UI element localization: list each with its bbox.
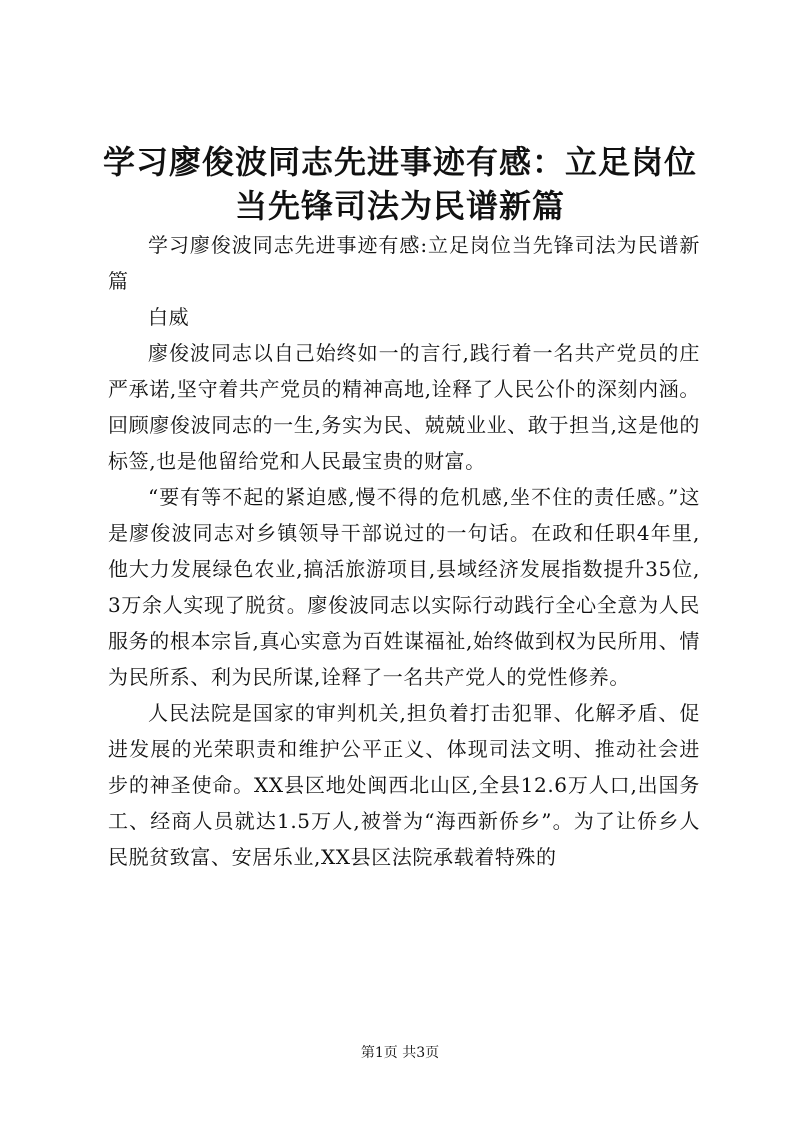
body-paragraph: 廖俊波同志以自己始终如一的言行,践行着一名共产党员的庄严承诺,坚守着共产党员的精神高地,诠释了人民公仆的深刻内涵。回顾廖俊波同志的一生,务实为民、兢兢业业、敢于担当,这是他的标签,也是他留给党和人民最宝贵的财富。: [108, 341, 700, 473]
body-paragraph: 人民法院是国家的审判机关,担负着打击犯罪、化解矛盾、促进发展的光荣职责和维护公平正义、体现司法文明、推动社会进步的神圣使命。XX县区地处闽西北山区,全县12.6万人口,出国务工、经商人员就达1.5万人,被誉为“海西新侨乡”。为了让侨乡人民脱贫致富、安居乐业,XX县区法院承载着特殊的: [108, 701, 700, 869]
document-title: 学习廖俊波同志先进事迹有感：立足岗位当先锋司法为民谱新篇: [102, 143, 697, 225]
body-paragraph: “要有等不起的紧迫感,慢不得的危机感,坐不住的责任感。”这是廖俊波同志对乡镇领导干部说过的一句话。在政和任职4年里,他大力发展绿色农业,搞活旅游项目,县域经济发展指数提升35位,3万余人实现了脱贫。廖俊波同志以实际行动践行全心全意为人民服务的根本宗旨,真心实意为百姓谋福祉,始终做到权为民所用、情为民所系、利为民所谋,诠释了一名共产党人的党性修养。: [108, 485, 700, 689]
subtitle-paragraph: 学习廖俊波同志先进事迹有感:立足岗位当先锋司法为民谱新篇: [108, 233, 700, 293]
document-body: [108, 227, 700, 875]
page-footer: 第1页 共3页: [360, 1045, 440, 1061]
author-name: 白威: [148, 305, 190, 329]
